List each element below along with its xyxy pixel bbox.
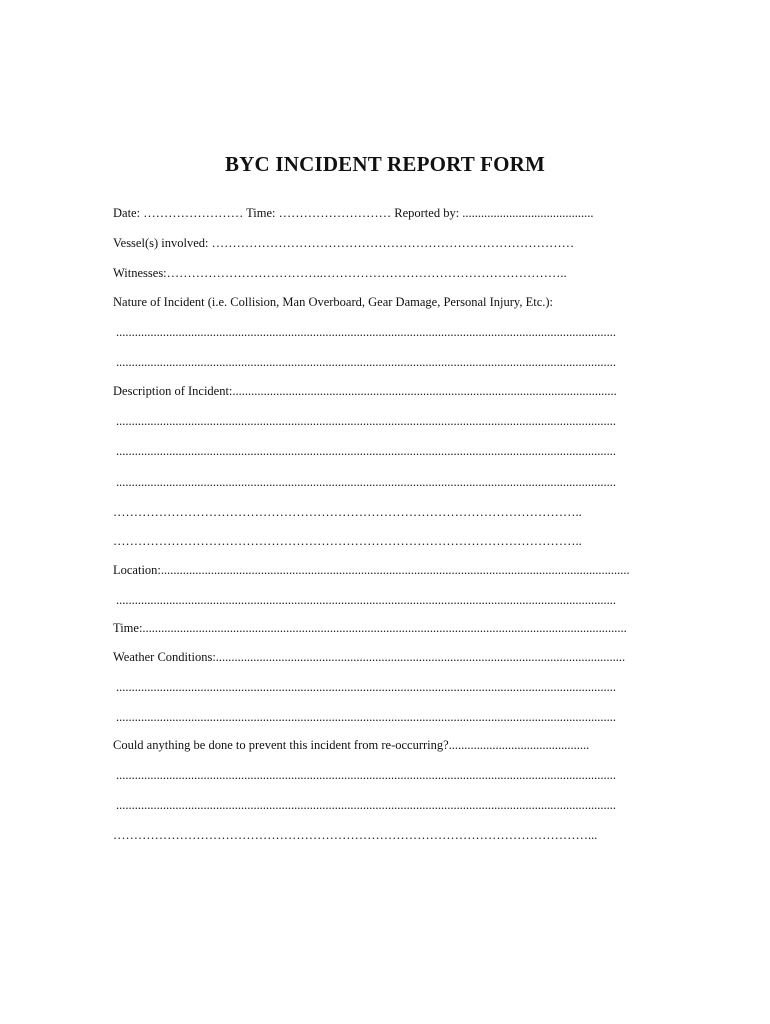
description-of-incident-line: Description of Incident:........................................................................................................................... xyxy=(113,384,617,398)
weather-blank-line-2: ................................................................................................................................................................ xyxy=(116,710,616,724)
description-blank-line-3: ................................................................................................................................................................ xyxy=(116,475,616,489)
description-blank-line-2: ................................................................................................................................................................ xyxy=(116,444,616,458)
weather-conditions-line: Weather Conditions:................................................................................................................................... xyxy=(113,650,626,664)
description-blank-line-1: ................................................................................................................................................................ xyxy=(116,414,616,428)
date-time-reported-by-line: Date: …………………… Time: ……………………… Reported by: .......................................... xyxy=(113,206,594,220)
witnesses-line: Witnesses:………………………………..………………………………………………….. xyxy=(113,266,567,280)
nature-blank-line-2: ................................................................................................................................................................ xyxy=(116,355,616,369)
nature-blank-line-1: ................................................................................................................................................................ xyxy=(116,325,616,339)
prevention-blank-line-1: ................................................................................................................................................................ xyxy=(116,768,616,782)
vessels-involved-line: Vessel(s) involved: …………………………………………………………………………… xyxy=(113,236,575,250)
weather-blank-line-1: ................................................................................................................................................................ xyxy=(116,680,616,694)
prevention-blank-line-3: ……………………………………………………………………………………………………... xyxy=(113,828,598,842)
prevention-question-line: Could anything be done to prevent this incident from re-occurring?............................................. xyxy=(113,738,590,752)
nature-of-incident-label: Nature of Incident (i.e. Collision, Man Overboard, Gear Damage, Personal Injury, Etc.): xyxy=(113,295,554,309)
form-title: BYC INCIDENT REPORT FORM xyxy=(224,152,546,176)
description-blank-line-4: ………………………………………………………………………………………………….. xyxy=(113,505,582,519)
location-blank-line: ................................................................................................................................................................ xyxy=(116,593,616,607)
location-line: Location:...................................................................................................................................................... xyxy=(113,563,630,577)
prevention-blank-line-2: ................................................................................................................................................................ xyxy=(116,798,616,812)
time-line: Time:........................................................................................................................................................... xyxy=(113,621,627,635)
description-blank-line-5: ………………………………………………………………………………………………….. xyxy=(113,534,582,548)
